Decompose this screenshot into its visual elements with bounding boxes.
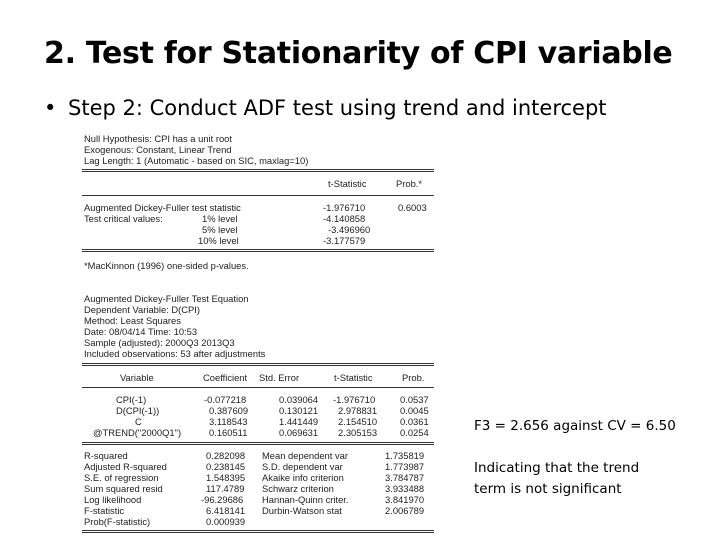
stat-value: 0.282098 (206, 450, 246, 461)
stat-label: Akaike info criterion (262, 472, 344, 483)
adf-tstat: -1.976710 (323, 202, 366, 213)
stat-label: Sum squared resid (84, 483, 163, 494)
stat-label: R-squared (84, 450, 128, 461)
col-variable-header: Variable (120, 372, 154, 383)
stat-label: Adjusted R-squared (84, 461, 167, 472)
coef-stderror: 0.039064 (279, 394, 319, 405)
divider (82, 195, 434, 196)
stat-value: 1.548395 (206, 472, 246, 483)
coef-tstat: 2.305153 (338, 427, 378, 438)
divider (82, 363, 434, 366)
stat-label: Schwarz criterion (262, 483, 334, 494)
coef-prob: 0.0361 (400, 416, 429, 427)
critical-level: 1% level (202, 213, 238, 224)
conclusion-line-2: term is not significant (474, 481, 622, 497)
stat-label: Durbin-Watson stat (262, 505, 342, 516)
stat-label: S.D. dependent var (262, 461, 343, 472)
observations-line: Included observations: 53 after adjustments (84, 348, 266, 359)
coef-variable: D(CPI(-1)) (116, 405, 160, 416)
method-line: Method: Least Squares (84, 315, 181, 326)
critical-level: 5% level (202, 224, 238, 235)
divider (82, 387, 434, 388)
stat-label: S.E. of regression (84, 472, 159, 483)
divider (82, 169, 434, 172)
stat-value: 1.735819 (385, 450, 425, 461)
sample-line: Sample (adjusted): 2000Q3 2013Q3 (84, 337, 235, 348)
divider (82, 249, 434, 252)
adf-prob: 0.6003 (398, 202, 427, 213)
stat-value: 0.238145 (206, 461, 246, 472)
critical-label: Test critical values: (84, 213, 163, 224)
stat-value: 3.841970 (385, 494, 425, 505)
stat-value: 3.784787 (385, 472, 425, 483)
coef-tstat: 2.978831 (338, 405, 378, 416)
stat-value: -96.29686 (201, 494, 244, 505)
bullet-text: Step 2: Conduct ADF test using trend and intercept (68, 96, 607, 120)
stat-value: 117.4789 (206, 483, 245, 494)
exogenous-line: Exogenous: Constant, Linear Trend (84, 144, 232, 155)
coef-stderror: 1.441449 (279, 416, 319, 427)
bullet-icon: • (44, 96, 57, 120)
coef-value: 0.160511 (209, 427, 248, 438)
stat-value: 1.773987 (385, 461, 425, 472)
f3-note: F3 = 2.656 against CV = 6.50 (474, 418, 676, 434)
divider (82, 442, 434, 445)
critical-value: -3.496960 (328, 224, 371, 235)
stat-label: Log likelihood (84, 494, 142, 505)
stat-value: 6.418141 (206, 505, 246, 516)
stat-label: Mean dependent var (262, 450, 349, 461)
mackinnon-note: *MacKinnon (1996) one-sided p-values. (84, 260, 249, 271)
stat-label: Prob(F-statistic) (84, 516, 151, 527)
adf-label: Augmented Dickey-Fuller test statistic (84, 202, 241, 213)
col-tstatistic-header: t-Statistic (334, 372, 373, 383)
coef-variable: @TREND("2000Q1") (93, 427, 182, 438)
stat-label: F-statistic (84, 505, 125, 516)
stat-label: Hannan-Quinn criter. (262, 494, 349, 505)
coef-prob: 0.0254 (400, 427, 429, 438)
date-line: Date: 08/04/14 Time: 10:53 (84, 326, 198, 337)
eviews-output (82, 131, 438, 535)
stat-value: 0.000939 (206, 516, 246, 527)
critical-value: -4.140858 (323, 213, 366, 224)
coef-stderror: 0.130121 (279, 405, 319, 416)
coef-value: 0.387609 (209, 405, 249, 416)
col-prob-header: Prob. (402, 372, 425, 383)
bullet-item (44, 96, 607, 120)
coef-prob: 0.0045 (400, 405, 429, 416)
coef-value: -0.077218 (204, 394, 247, 405)
dependent-variable: Dependent Variable: D(CPI) (84, 304, 201, 315)
coef-variable: CPI(-1) (116, 394, 147, 405)
coef-value: 3.118543 (209, 416, 248, 427)
critical-level: 10% level (198, 235, 239, 246)
coef-variable: C (135, 416, 142, 427)
coef-stderror: 0.069631 (279, 427, 319, 438)
col-prob-header: Prob.* (396, 178, 423, 189)
coef-prob: 0.0537 (400, 394, 429, 405)
divider (82, 530, 434, 533)
col-stderror-header: Std. Error (259, 372, 300, 383)
col-coefficient-header: Coefficient (203, 372, 248, 383)
lag-length-line: Lag Length: 1 (Automatic - based on SIC, maxlag=10) (84, 155, 309, 166)
slide-title: 2. Test for Stationarity of CPI variable (44, 36, 673, 71)
col-tstat-header: t-Statistic (328, 178, 367, 189)
stat-value: 2.006789 (385, 505, 425, 516)
coef-tstat: 2.154510 (338, 416, 378, 427)
coef-tstat: -1.976710 (333, 394, 376, 405)
stat-value: 3.933488 (385, 483, 425, 494)
conclusion-line-1: Indicating that the trend (474, 460, 640, 476)
critical-value: -3.177579 (323, 235, 366, 246)
equation-title: Augmented Dickey-Fuller Test Equation (84, 293, 249, 304)
null-hypothesis: Null Hypothesis: CPI has a unit root (84, 133, 232, 144)
